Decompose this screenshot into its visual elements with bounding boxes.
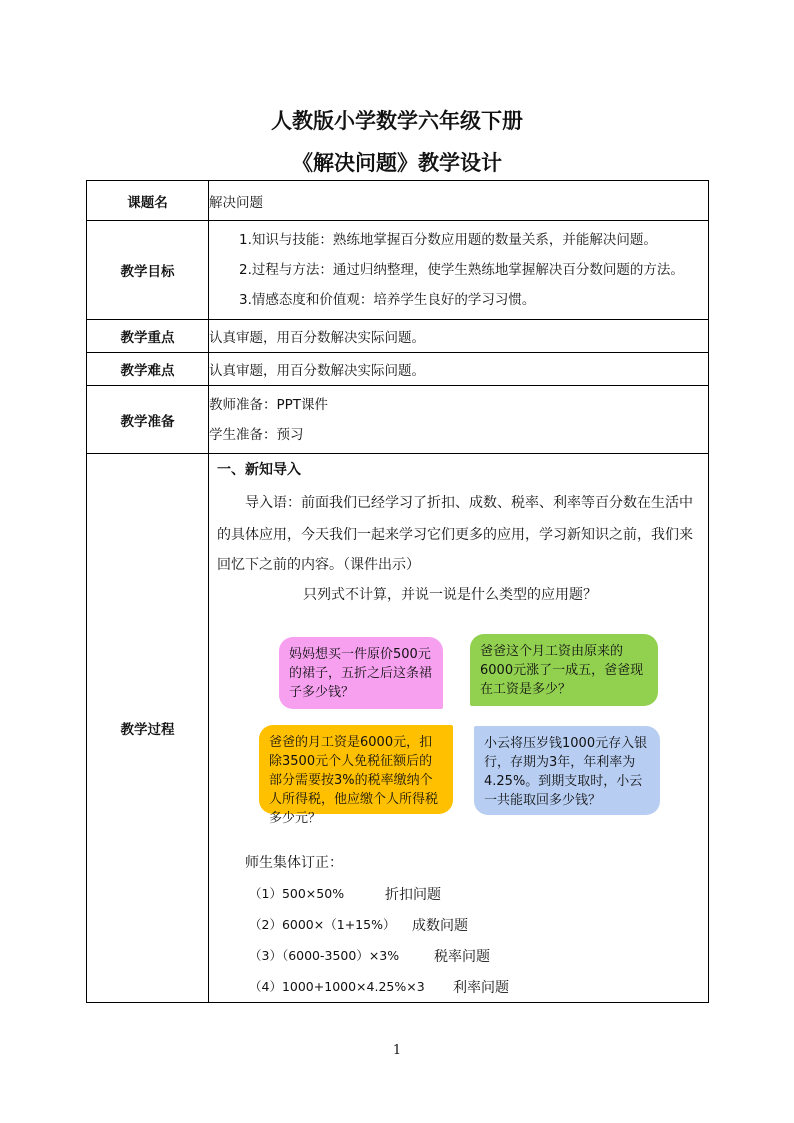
correction-heading: 师生集体订正： — [245, 855, 343, 871]
topic-value: 解决问题 — [209, 181, 709, 221]
answer-expression: （3）（6000-3500）×3% — [249, 948, 400, 963]
question-bubble-tax: 爸爸的月工资是6000元，扣除3500元个人免税征额后的部分需要按3%的税率缴纳个人所得税，他应缴个人所得税多少元？ — [259, 725, 453, 814]
answer-expression: （1）500×50% — [249, 886, 345, 901]
question-bubble-discount: 妈妈想买一件原价500元的裙子，五折之后这条裙子多少钱？ — [279, 637, 443, 709]
question-bubble-percentage: 爸爸这个月工资由原来的6000元涨了一成五，爸爸现在工资是多少？ — [470, 634, 658, 706]
preparation-cell — [209, 386, 709, 454]
key-points-label: 教学重点 — [87, 320, 209, 353]
document-title: 人教版小学数学六年级下册 — [271, 108, 523, 133]
difficulties-label: 教学难点 — [87, 353, 209, 386]
lesson-plan-table — [86, 180, 709, 1003]
process-label: 教学过程 — [87, 454, 209, 1003]
intro-line: 的具体应用，今天我们一起来学习它们更多的应用，学习新知识之前，我们来 — [217, 527, 693, 543]
row-goals — [87, 221, 709, 320]
page-number: 1 — [392, 1043, 402, 1058]
answer-type: 税率问题 — [434, 949, 490, 965]
answer-expression: （2）6000×（1+15%） — [249, 917, 396, 932]
goal-item: 1.知识与技能：熟练地掌握百分数应用题的数量关系，并能解决问题。 — [239, 232, 657, 248]
document-subtitle: 《解决问题》教学设计 — [292, 150, 502, 175]
goals-cell — [209, 221, 709, 320]
difficulties-value: 认真审题，用百分数解决实际问题。 — [209, 353, 709, 386]
answer-type: 利率问题 — [453, 980, 509, 996]
row-key-points — [87, 320, 709, 353]
topic-label: 课题名 — [87, 181, 209, 221]
question-prompt: 只列式不计算，并说一说是什么类型的应用题？ — [303, 587, 597, 603]
preparation-label: 教学准备 — [87, 386, 209, 454]
goal-item: 3.情感态度和价值观：培养学生良好的学习习惯。 — [239, 292, 536, 308]
intro-line: 回忆下之前的内容。（课件出示） — [217, 557, 420, 573]
question-bubble-interest: 小云将压岁钱1000元存入银行，存期为3年，年利率为4.25%。到期支取时，小云一共能取回多少钱？ — [474, 726, 660, 815]
section-heading: 一、新知导入 — [217, 462, 301, 478]
row-preparation — [87, 386, 709, 454]
key-points-value: 认真审题，用百分数解决实际问题。 — [209, 320, 709, 353]
goals-label: 教学目标 — [87, 221, 209, 320]
teacher-preparation: 教师准备：PPT课件 — [209, 396, 329, 413]
answer-type: 成数问题 — [412, 918, 468, 934]
answer-type: 折扣问题 — [385, 887, 441, 903]
student-preparation: 学生准备：预习 — [209, 426, 304, 443]
process-cell — [209, 454, 709, 1003]
answer-expression: （4）1000+1000×4.25%×3 — [249, 979, 425, 994]
row-difficulties — [87, 353, 709, 386]
intro-line: 导入语：前面我们已经学习了折扣、成数、税率、利率等百分数在生活中 — [245, 495, 693, 511]
row-process — [87, 454, 709, 1003]
goal-item: 2.过程与方法：通过归纳整理，使学生熟练地掌握解决百分数问题的方法。 — [239, 262, 684, 278]
row-topic — [87, 181, 709, 221]
